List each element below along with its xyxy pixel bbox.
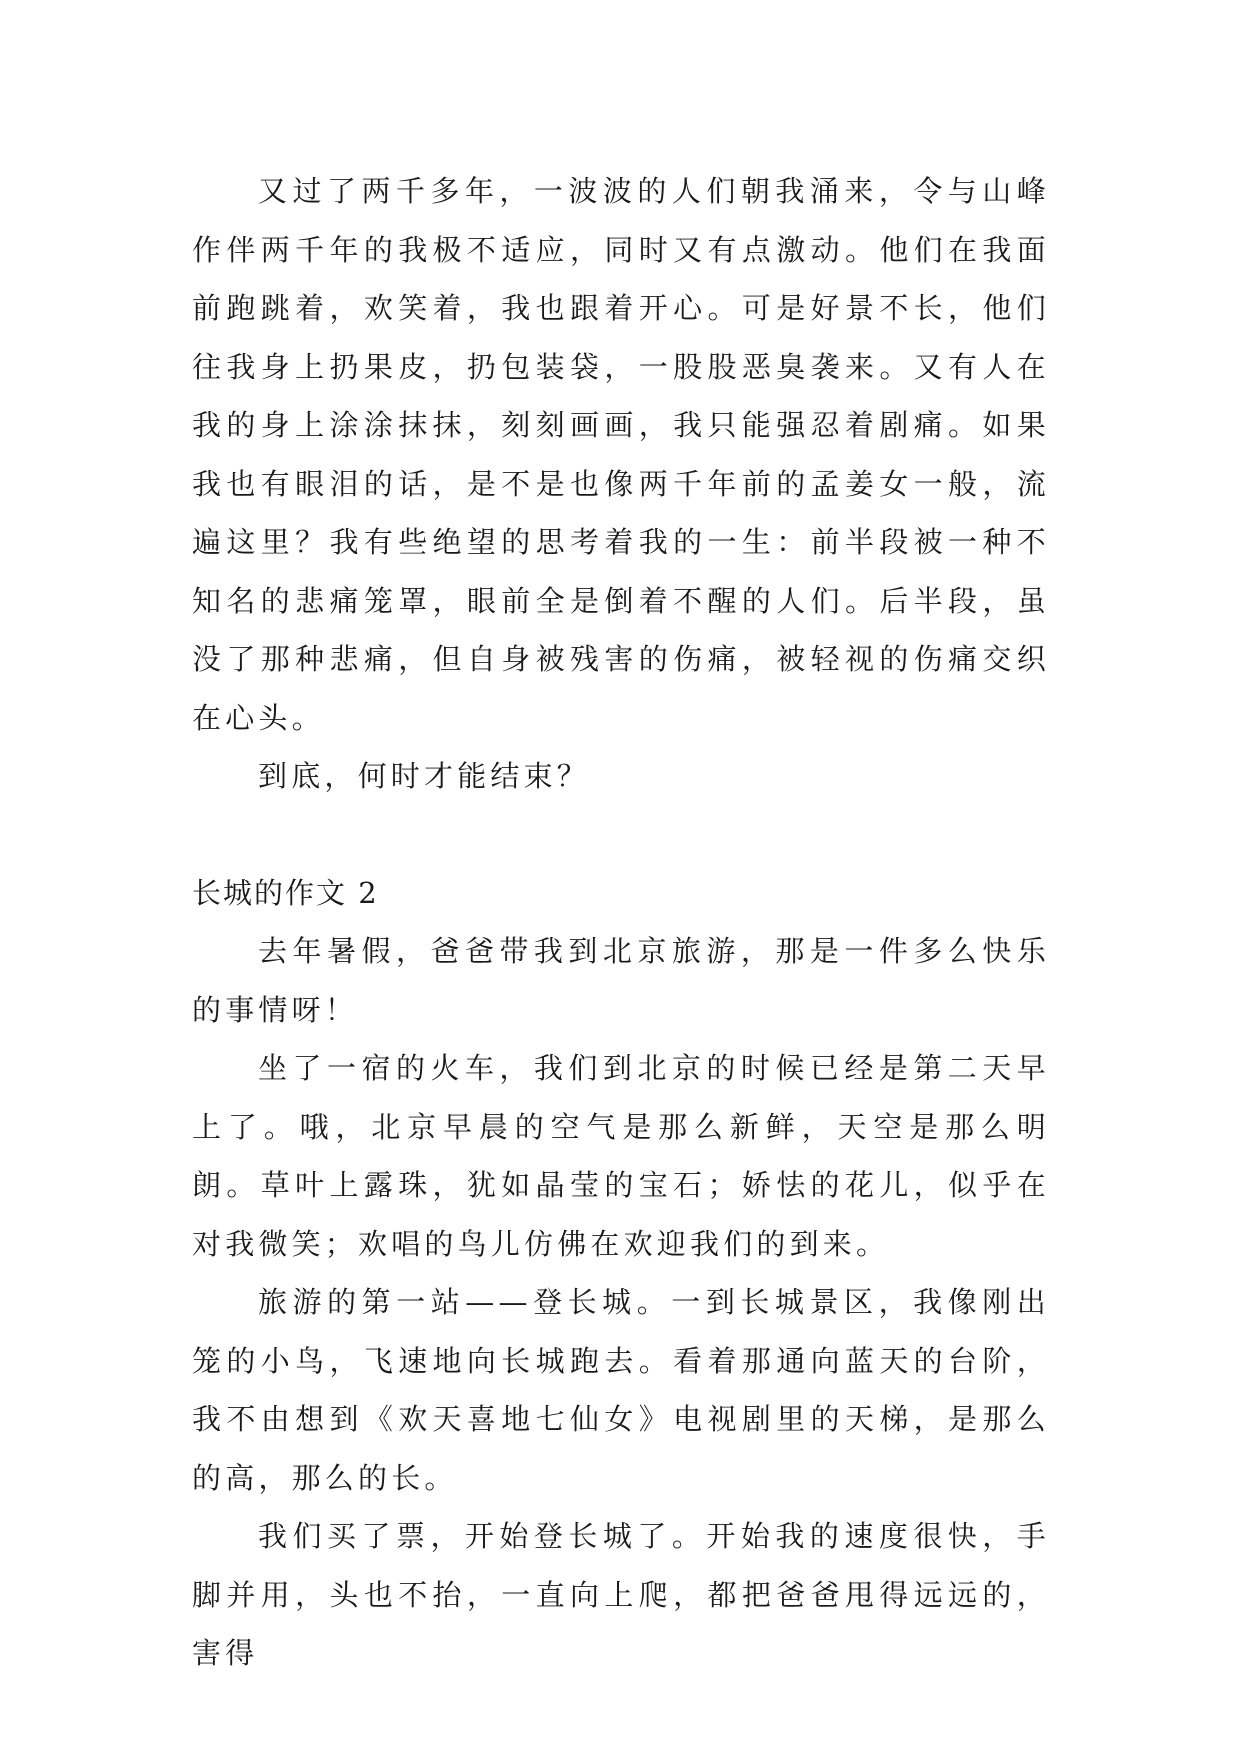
section-gap [192,806,1050,864]
paragraph: 我们买了票，开始登长城了。开始我的速度很快，手脚并用，头也不抬，一直向上爬，都把爸爸甩得远远的，害得 [192,1519,1050,1670]
document-page [192,162,1050,1683]
paragraph: 旅游的第一站——登长城。一到长城景区，我像刚出笼的小鸟，飞速地向长城跑去。看着那通向蓝天的台阶，我不由想到《欢天喜地七仙女》电视剧里的天梯，是那么的高，那么的长。 [192,1285,1050,1495]
paragraph: 去年暑假，爸爸带我到北京旅游，那是一件多么快乐的事情呀！ [192,934,1050,1027]
paragraph: 坐了一宿的火车，我们到北京的时候已经是第二天早上了。哦，北京早晨的空气是那么新鲜，天空是那么明朗。草叶上露珠，犹如晶莹的宝石；娇怯的花儿，似乎在对我微笑；欢唱的鸟儿仿佛在欢迎我们的到来。 [192,1051,1050,1261]
section-title: 长城的作文 2 [192,875,379,910]
paragraph: 又过了两千多年，一波波的人们朝我涌来，令与山峰作伴两千年的我极不适应，同时又有点激动。他们在我面前跑跳着，欢笑着，我也跟着开心。可是好景不长，他们往我身上扔果皮，扔包装袋，一股股恶臭袭来。又有人在我的身上涂涂抹抹，刻刻画画，我只能强忍着剧痛。如果我也有眼泪的话，是不是也像两千年前的孟姜女一般，流遍这里？我有些绝望的思考着我的一生：前半段被一种不知名的悲痛笼罩，眼前全是倒着不醒的人们。后半段，虽没了那种悲痛，但自身被残害的伤痛，被轻视的伤痛交织在心头。 [192,174,1050,735]
paragraph: 到底，何时才能结束？ [258,759,591,793]
